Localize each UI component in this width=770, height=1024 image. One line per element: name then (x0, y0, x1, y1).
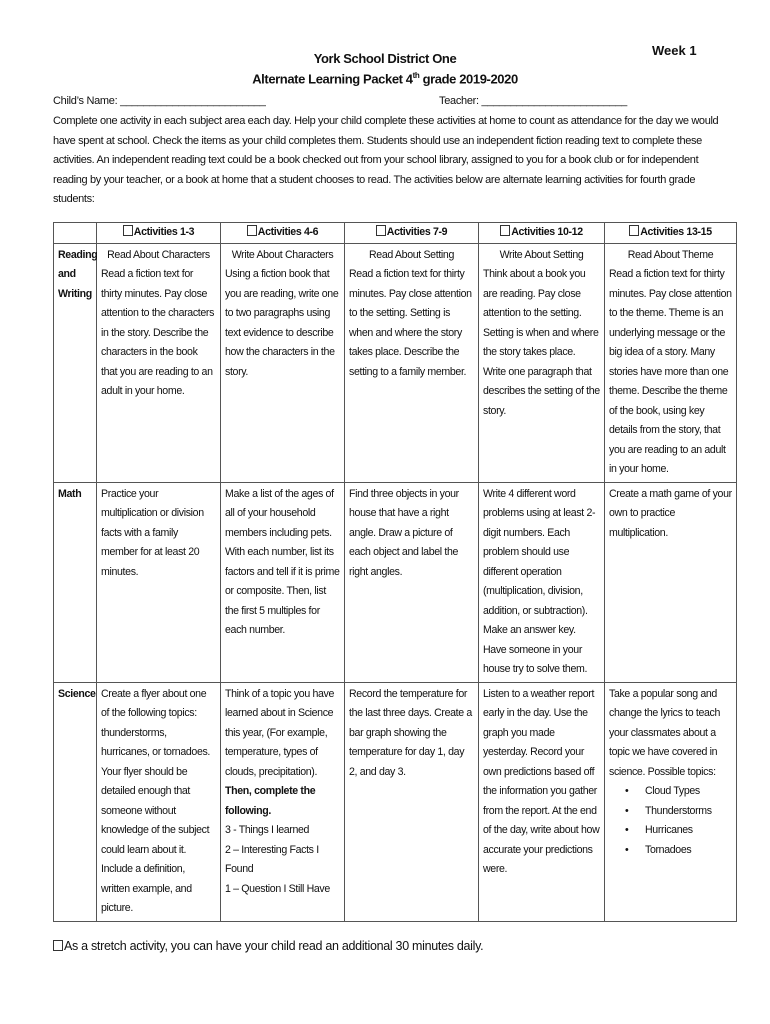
list-item: • Tornadoes (645, 841, 732, 861)
table-row (54, 243, 737, 482)
checkbox-icon[interactable] (53, 940, 63, 951)
table-cell: Read About Setting Read a fiction text for thirty minutes. Pay close attention to the setting. Setting is when and where the story takes place. Describe the setting to a family member. (345, 243, 479, 482)
list-item: • Cloud Types (645, 782, 732, 802)
table-cell: Create a flyer about one of the following topics: thunderstorms, hurricanes, or tornadoes. Your flyer should be detailed enough that someone without knowledge of the subject could learn about it. Include a definition, written example, and picture. (97, 682, 221, 921)
activities-table (53, 222, 737, 922)
table-cell: Create a math game of your own to practice multiplication. (605, 482, 737, 682)
header-blank (54, 223, 97, 244)
topics-list (609, 782, 732, 860)
table-cell: Practice your multiplication or division facts with a family member for at least 20 minutes. (97, 482, 221, 682)
list-item: • Hurricanes (645, 821, 732, 841)
instructions-paragraph: Complete one activity in each subject area each day. Help your child complete these activities at home to count as attendance for the day we would have spent at school. Check the items as your child completes them. Students should use an independent fiction reading text to complete these activities. An independent reading text could be a book checked out from your school library, assigned to you for a book club or for independent reading by your teacher, or a book at home that a student chooses to read. The activities below are alternate learning activities for fourth grade students: (53, 115, 719, 205)
table-row (54, 482, 737, 682)
table-cell: Think of a topic you have learned about in Science this year, (For example, temperature, types of clouds, precipitation). Then, complete the following. 3 - Things I learned 2 – Interesting Facts I Found 1 – Question I Still Have (221, 682, 345, 921)
subject-label: Reading and Writing (54, 243, 97, 482)
checkbox-icon[interactable] (123, 225, 133, 236)
subject-label: Science (54, 682, 97, 921)
table-cell: Write About Setting Think about a book you are reading. Pay close attention to the setting. Setting is when and where the story takes place. Write one paragraph that describes the setting of the story. (479, 243, 605, 482)
table-cell: Write About Characters Using a fiction book that you are reading, write one to two paragraphs using text evidence to describe how the characters in the story. (221, 243, 345, 482)
table-cell: Take a popular song and change the lyrics to teach your classmates about a topic we have covered in science. Possible topics: • Cloud Types • Thunderstorms • Hurricanes • Tornadoes (605, 682, 737, 921)
checkbox-icon[interactable] (247, 225, 257, 236)
table-cell: Write 4 different word problems using at least 2-digit numbers. Each problem should use different operation (multiplication, division, addition, or subtraction). Make an answer key. Have someone in your house try to solve them. (479, 482, 605, 682)
table-cell: Make a list of the ages of all of your household members including pets. With each number, list its factors and tell if it is prime or composite. Then, list the first 5 multiples for each number. (221, 482, 345, 682)
subject-label: Math (54, 482, 97, 682)
column-header[interactable]: Activities 7-9 (345, 223, 479, 244)
district-title: York School District One (313, 51, 457, 66)
table-cell: Read About Theme Read a fiction text for thirty minutes. Pay close attention to the theme. Theme is an underlying message or the big idea of a story. Many stories have more than one theme. Describe the theme of the book, using key details from the story, that you are reading to an adult in your home. (605, 243, 737, 482)
table-cell: Listen to a weather report early in the day. Use the graph you made yesterday. Record your own predictions based off the information you gather from the report. At the end of the day, write about how accurate your predictions were. (479, 682, 605, 921)
week-label: Week 1 (652, 43, 697, 58)
child-name-field: Child’s Name: _________________________ (53, 95, 266, 107)
table-header-row (54, 223, 737, 244)
checkbox-icon[interactable] (500, 225, 510, 236)
table-cell: Find three objects in your house that have a right angle. Draw a picture of each object and label the right angles. (345, 482, 479, 682)
checkbox-icon[interactable] (629, 225, 639, 236)
teacher-field: Teacher: _________________________ (439, 95, 627, 107)
column-header[interactable]: Activities 4-6 (221, 223, 345, 244)
table-cell: Read About Characters Read a fiction text for thirty minutes. Pay close attention to the characters in the story. Describe the characters in the book that you are reading to an adult in your home. (97, 243, 221, 482)
list-item: • Thunderstorms (645, 802, 732, 822)
stretch-activity: As a stretch activity, you can have your child read an additional 30 minutes daily. (53, 939, 483, 953)
table-cell: Record the temperature for the last three days. Create a bar graph showing the temperature for day 1, day 2, and day 3. (345, 682, 479, 921)
column-header[interactable]: Activities 13-15 (605, 223, 737, 244)
packet-title: Alternate Learning Packet 4th grade 2019-2020 (252, 71, 518, 87)
column-header[interactable]: Activities 1-3 (97, 223, 221, 244)
column-header[interactable]: Activities 10-12 (479, 223, 605, 244)
table-row (54, 682, 737, 921)
checkbox-icon[interactable] (376, 225, 386, 236)
